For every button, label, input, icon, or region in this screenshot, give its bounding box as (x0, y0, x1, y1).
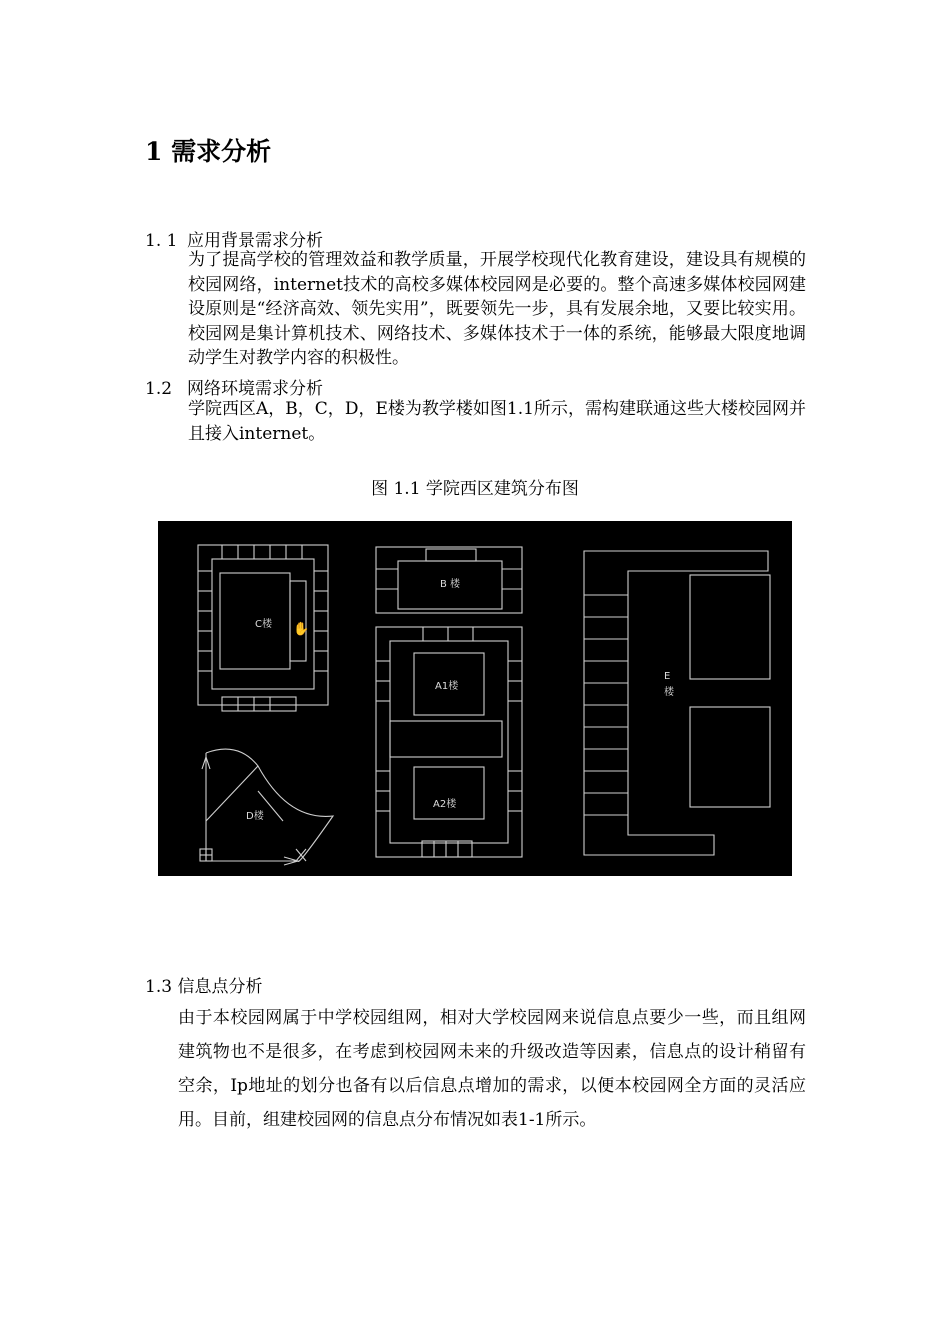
campus-map-figure (158, 521, 792, 876)
label-b: B 楼 (440, 579, 461, 590)
chapter-heading: 1 需求分析 (145, 137, 272, 166)
label-c: C楼 (255, 619, 272, 630)
label-e-bottom: 楼 (664, 687, 674, 698)
label-d: D楼 (246, 811, 264, 822)
building-c (198, 545, 328, 711)
section-title: 应用背景需求分析 (187, 231, 323, 251)
building-b (376, 547, 522, 613)
building-d (200, 749, 333, 865)
section-1-2-heading (145, 374, 323, 399)
section-1-1-body: 为了提高学校的管理效益和教学质量，开展学校现代化教育建设，建设具有规模的校园网络，internet技术的高校多媒体校园网是必要的。整个高速多媒体校园网建设原则是“经济高效、领先实用”，既要领先一步，具有发展余地，又要比较实用。校园网是集计算机技术、网络技术、多媒体技术于一体的系统，能够最大限度地调动学生对教学内容的积极性。 (188, 250, 806, 368)
building-e (584, 551, 770, 855)
svg-text:✋: ✋ (293, 622, 310, 637)
building-a (376, 627, 522, 857)
figure-caption: 图 1.1 学院西区建筑分布图 (371, 479, 579, 499)
label-e-top: E (664, 671, 671, 682)
label-a1: A1楼 (435, 681, 459, 692)
section-1-3-heading: 1.3 信息点分析 (145, 977, 263, 997)
section-1-3-body: 由于本校园网属于中学校园组网，相对大学校园网来说信息点要少一些，而且组网建筑物也不是很多，在考虑到校园网未来的升级改造等因素，信息点的设计稍留有空余，Ip地址的划分也备有以后信息点增加的需求，以便本校园网全方面的灵活应用。目前，组建校园网的信息点分布情况如表1-1所示。 (178, 1008, 806, 1130)
section-title: 网络环境需求分析 (187, 379, 323, 399)
section-number: 1. 1 (145, 231, 178, 251)
label-a2: A2楼 (433, 799, 457, 810)
section-1-2-body: 学院西区A，B，C，D，E楼为教学楼如图1.1所示，需构建联通这些大楼校园网并且接入internet。 (188, 399, 806, 444)
section-number: 1.2 (145, 379, 173, 399)
